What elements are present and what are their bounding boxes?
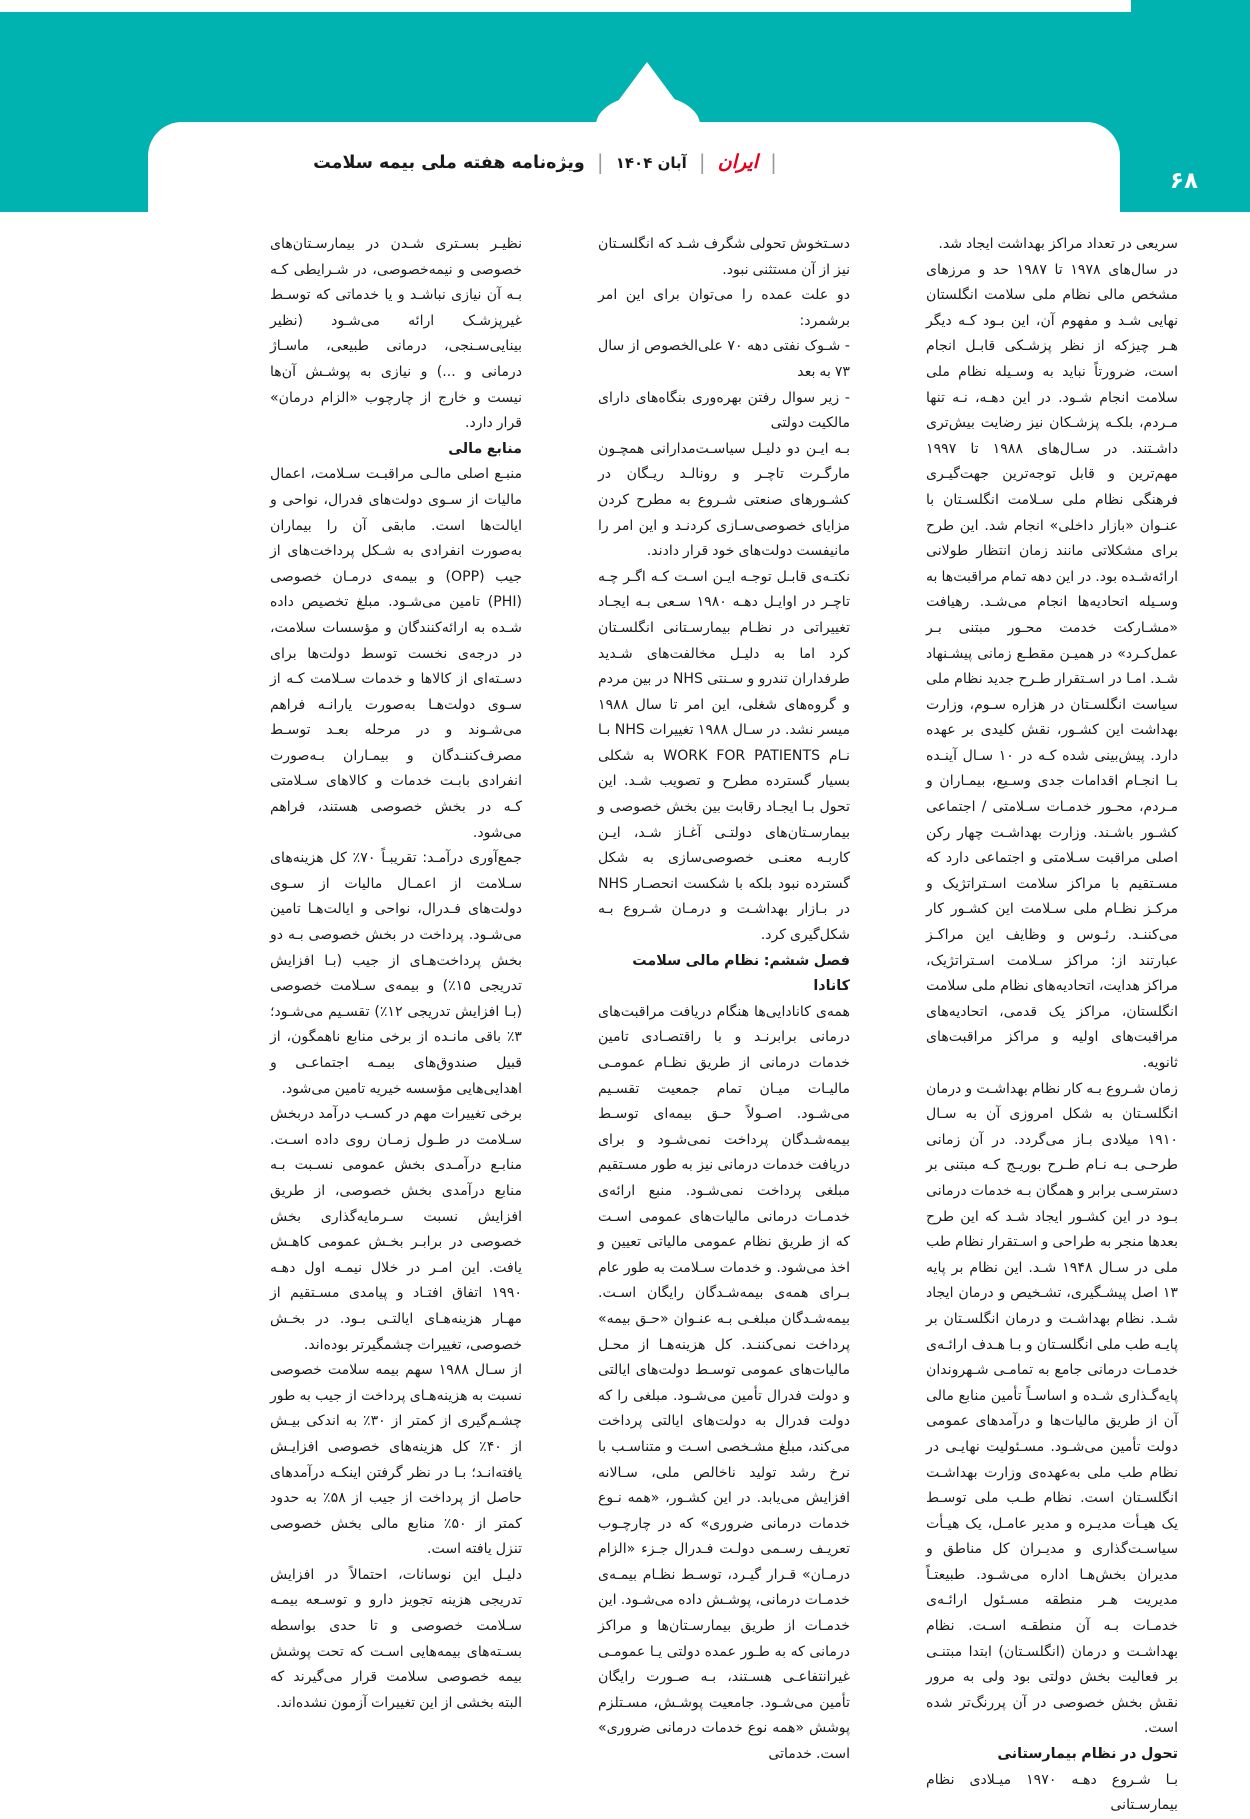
masthead-separator-right: | [770, 150, 777, 174]
publication-brand-logo: ایران [717, 151, 759, 173]
text-column-3 [270, 232, 522, 1716]
body-paragraph: دو علت عمده را می‌توان برای این امر برشمرد: [598, 287, 850, 329]
body-paragraph: زمان شـروع بـه کار نظام بهداشـت و درمان انگلسـتان به شکل امروزی آن به سـال ۱۹۱۰ میلادی بـاز می‌گردد. در آن زمانی طرحـی بـه نـام طـرح بوریـج کـه مبتنی بر دسترسـی برابر و همگان بـه خدمات درمانی بـود در این کشـور ایجاد شـد که این طرح بعدها منجر به طراحی و اسـتقرار نظام طب ملی در سـال ۱۹۴۸ شـد. این نظام بر پایه ۱۳ اصل پیشـگیری، تشـخیص و درمان ایجاد شـد. نظام بهداشـت و درمان انگلسـتان بر پایـه طب ملی انگلسـتان و بـا هـدف ارائـه‌ی خدمـات درمانی جامع به تمامـی شـهروندان پایه‌گـذاری شـده و اساسـاً تأمین منابع مالی آن از طریق مالیات‌ها و درآمدهای عمومی دولت تأمین می‌شـود. مسـئولیت نهایـی در نظام طب ملی به‌عهده‌ی وزارت بهداشـت انگلسـتان است. نظام طـب ملی توسـط یک هیـأت مدیـره و مدیر عامـل، یک هیـأت سیاسـت‌گذاری و مدیـران کل مناطق و مدیران بخش‌هـا اداره می‌شـود. طبیعتـاً مدیریت هـر منطقه مسـئول ارائـه‌ی خدمـات بـه آن منطقـه اسـت. نظام بهداشـت و درمان (انگلسـتان) ابتدا مبتنـی بر فعالیت بخش دولتی بود ولی به مرور نقش بخش خصوصی در آن پررنگ‌تر شده است. [926, 1080, 1178, 1737]
masthead-separator-mid: | [698, 150, 706, 174]
section-heading: تحول در نظام بیمارستانی [997, 1746, 1178, 1763]
body-paragraph: بـه ایـن دو دلیـل سیاسـت‌مدارانی همچـون مارگـرت تاچـر و رونالـد ریـگان در کشـورهای صنعتی شـروع به مطرح کردن مزایای خصوصی‌سـازی کردنـد و این امر را مانیفست دولت‌های خود قرار دادند. [598, 440, 850, 560]
header-white-cap [0, 0, 1131, 12]
masthead-separator-left: | [596, 150, 604, 174]
body-paragraph: - شـوک نفتی دهه ۷۰ علی‌الخصوص از سال ۷۳ به بعد [598, 338, 850, 380]
body-paragraph: منبـع اصلی مالـی مراقبـت سـلامت، اعمال مالیات از سـوی دولت‌های فدرال، نواحی و ایالت‌ها است. مابقی آن را بیماران به‌صورت انفرادی به شـکل پرداخت‌های از جیب (OPP) و بیمه‌ی درمـان خصوصی (PHI) تامین می‌شـود. مبلغ تخصیص داده شـده به ارائه‌کنندگان و مؤسسات سلامت، در درجه‌ی نخست توسط دولت‌ها برای دسـته‌ای از کالاها و خدمات سـلامت کـه از سـوی دولت‌هـا به‌صورت یارانـه فراهم می‌شـوند و در مرحله بعـد توسـط مصرف‌کننـدگان و بیمـاران بـه‌صورت انفرادی بابـت خدمات و کالاهای سـلامتی کـه در بخش خصوصی هستند، فراهم می‌شود. [270, 466, 522, 841]
body-paragraph: در سال‌های ۱۹۷۸ تا ۱۹۸۷ حد و مرزهای مشخص مالی نظام ملی سلامت انگلستان نهایی شـد و مفهوم آن، این بـود کـه دیگر هـر چیزکه از نظر پزشـکی قابـل انجام است، ضرورتاً نباید به وسـیله نظام ملی سلامت انجام شـود. در این دهـه، نـه تنها مـردم، بلکـه پزشـکان نیز رضایت بیش‌تری داشـتند. در سـال‌های ۱۹۸۸ تا ۱۹۹۷ مهم‌ترین و قابل توجه‌ترین جهت‌گیـری فرهنگی نظام ملی سـلامت انگلسـتان با عنـوان «بازار داخلی» انجام شد. این طرح برای مشکلاتی مانند زمان انتظار طولانی ارائه‌شـده بود. در این دهه تمام مراقبت‌ها به وسـیله اتحادیه‌ها انجام می‌شـد. رهیافت «مشـارکت خدمت محـور مبتنی بـر عمل‌کـرد» در همیـن مقطـع زمانی پیشـنهاد شـد. امـا در اسـتقرار طـرح جدید نظام ملی سیاست انگلسـتان در هزاره سـوم، وزارت بهداشت این کشـور، نقش کلیدی بر عهده دارد. پیش‌بینی شده کـه در ۱۰ سـال آینـده بـا انجـام اقدامات جدی وسـیع، بیمـاران و مـردم، محـور خدمـات سـلامتی / اجتماعی کشـور باشـند. وزارت بهداشـت چهار رکن اصلی مراقبت سـلامتی و اجتماعی دارد که مسـتقیم با مراکز سلامت اسـتراتژیک و مرکـز نظـام ملی سـلامت این کشـور کار می‌کننـد. رئـوس و وظایف این مراکـز عبارتند از: مراکز سـلامت اسـتراتژیک، مراکز هدایت، اتحادیه‌های نظام ملی سلامت انگلستان، مراکز یک قدمی، اتحادیه‌های مراقبت‌های اولیه و مراکز مراقبت‌های ثانویه. [926, 261, 1178, 1071]
body-paragraph: دسـتخوش تحولی شگرف شـد که انگلسـتان نیز از آن مستثنی نبود. [598, 236, 850, 278]
masthead-title: ویژه‌نامه هفته ملی بیمه سلامت [313, 153, 585, 173]
body-paragraph: - زیر سوال رفتن بهره‌وری بنگاه‌های دارای مالکیت دولتی [598, 389, 850, 432]
header-center-peak-base [596, 95, 700, 125]
page-number: ۶۸ [1169, 168, 1198, 194]
article-body [0, 232, 1250, 1814]
page-header-band [0, 0, 1250, 212]
body-paragraph: برخی تغییرات مهم در کسـب درآمد دربخش سـلامت در طـول زمـان روی داده اسـت. منابـع درآمـدی بخش عمومی نسـبت بـه منابع درآمدی بخش خصوصی، از طریق افزایش نسبت سـرمایه‌گذاری بخش خصوصی در برابـر بخـش عمومی کاهـش یافت. این امـر در خلال نیمـه اول دهـه ۱۹۹۰ اتفاق افتـاد و پیامدی مسـتقیم از مهـار هزینه‌هـای ایالتـی بـود. در بخـش خصوصی، تغییرات چشمگیرتر بوده‌اند. [270, 1106, 522, 1353]
text-column-2 [598, 232, 850, 1768]
body-paragraph: از سـال ۱۹۸۸ سهم بیمه سلامت خصوصی نسبت به هزینه‌هـای پرداخت از جیب به طور چشـم‌گیری از کمتر از ۳۰٪ به اندکی بیـش از ۴۰٪ کل هزینه‌های خصوصی افزایـش یافته‌انـد؛ بـا در نظر گرفتن اینکـه درآمدهای حاصل از پرداخت از جیب از ۵۸٪ به حدود کمتر از ۵۰٪ منابع مالی بخش خصوصی تنزل یافته است. [270, 1362, 523, 1558]
body-paragraph: نکتـه‌ی قابـل توجـه ایـن اسـت کـه اگـر چـه تاچـر در اوایـل دهـه ۱۹۸۰ سـعی بـه ایجـاد تغییراتی در نظـام بیمارسـتانی انگلسـتان کرد اما به دلیـل مخالفت‌های شـدید طرفداران تندرو و سـنتی NHS در بین مردم و گروه‌های شغلی، این امر تا سال ۱۹۸۸ میسر نشد. در سـال ۱۹۸۸ تغییرات NHS بـا نـام WORK FOR PATIENTS به شکلی بسیار گسترده مطرح و تصویب شـد. این تحول بـا ایجـاد رقابت بین بخش خصوصی و بیمارسـتان‌های دولتـی آغـاز شـد، ایـن کاربـه معنـی خصوصی‌سازی به شکل گسترده نبود بلکه با شکست انحصـار NHS در بـازار بهداشـت و درمـان شـروع بـه شکل‌گیری کرد. [598, 568, 850, 944]
issue-date: آبان ۱۴۰۴ [615, 154, 687, 172]
body-paragraph: جمع‌آوری درآمـد: تقریبـاً ۷۰٪ کل هزینه‌های سـلامت از اعمـال مالیات از سـوی دولت‌های فـدرال، نواحی و ایالت‌هـا تامین می‌شـود. پرداخت در بخش خصوصی بـه دو بخش پرداخت‌هـای از جیب (بـا افزایش تدریجی ۱۵٪) و بیمه‌ی سـلامت خصوصی (بـا افزایش تدریجی ۱۲٪) تقسـیم می‌شـود؛ ۳٪ باقی مانـده از برخی منابع ناهمگون، از قبیل صندوق‌های بیمـه اجتماعـی و اهدایی‌هایی مؤسسه خیریه تامین می‌شود. [270, 850, 523, 1097]
body-paragraph: سریعی در تعداد مراکز بهداشت ایجاد شد. [938, 236, 1178, 252]
section-heading: فصل ششم: نظام مالی سلامت کانادا [632, 952, 850, 995]
body-paragraph: نظیـر بسـتری شـدن در بیمارسـتان‌های خصوصی و نیمه‌خصوصی، در شـرایطی کـه بـه آن نیازی نباشـد و یا خدماتی که توسـط غیرپزشـک ارائه می‌شـود (نظیر بینایی‌سـنجی، درمانی طبیعی، ماسـاژ درمانی و ...) و نیازی به پوشـش آن‌ها نیست و خارج از چارچوب «الزام درمان» قرار دارد. [270, 236, 522, 432]
body-paragraph: بـا شـروع دهـه ۱۹۷۰ میـلادی نظام بیمارسـتانی [926, 1771, 1178, 1814]
section-heading: منابع مالی [448, 440, 522, 457]
masthead [0, 150, 1096, 174]
body-paragraph: همه‌ی کانادایی‌ها هنگام دریافت مراقبت‌های درمانی برابرنـد و با راقتصـادی تامین خدمات درمانی از طریق نظـام عمومـی مالیـات میـان تمام جمعیت تقسـیم می‌شـود. اصـولاً حـق بیمه‌ای توسـط بیمه‌شـدگان پرداخت نمی‌شـود و برای دریافت خدمات درمانی نیز به طور مسـتقیم مبلغی پرداخت نمی‌شـود. منبع ارائه‌ی خدمـات درمانی مالیات‌های عمومی اسـت که از طریق نظام عمومی مالیاتی تعیین و اخذ می‌شود. و خدمات سـلامت به طور عام بـرای همه‌ی بیمه‌شـدگان رایگان اسـت. بیمه‌شـدگان مبلغـی بـه عنـوان «حـق بیمه» پرداخت نمی‌کننـد. کل هزینه‌هـا از محـل مالیات‌های عمومی توسـط دولت‌های ایالتی و دولت فدرال تأمین می‌شـود. مبلغی را که دولت فدرال به دولت‌های ایالتی پرداخت می‌کند، مبلغ مشـخصی اسـت و متناسـب با نرخ رشد تولید ناخالص ملی، سـالانه افزایش می‌یابد. در این کشـور، «همه نـوع خدمات درمانی ضروری» که در چارچـوب تعریـف رسـمی دولـت فـدرال جـزء «الزام درمـان» قـرار گیـرد، توسـط نظـام بیمـه‌ی خدمـات درمانی، پوشـش داده می‌شـود. این خدمـات از طریق بیمارسـتان‌ها و مراکز درمانی که به طـور عمده دولتی یـا عمومـی غیرانتفاعـی هسـتند، بـه صـورت رایگان تأمین می‌شـود. جامعیت پوشـش، مسـتلزم پوشش «همه نوع خدمات درمانی ضروری» است. خدماتی [598, 1003, 850, 1763]
body-paragraph: دلیـل این نوسانات، احتمالاً در افزایش تدریجی هزینه تجویز دارو و توسـعه بیمـه سـلامت خصوصی و تا حدی بواسطه بسـته‌های بیمه‌هایی اسـت که تحت پوشش بیمه خصوصی سلامت قرار می‌گیرند که البته بخشی از این تغییرات آزمون نشده‌اند. [270, 1566, 522, 1711]
text-column-1 [926, 232, 1178, 1819]
